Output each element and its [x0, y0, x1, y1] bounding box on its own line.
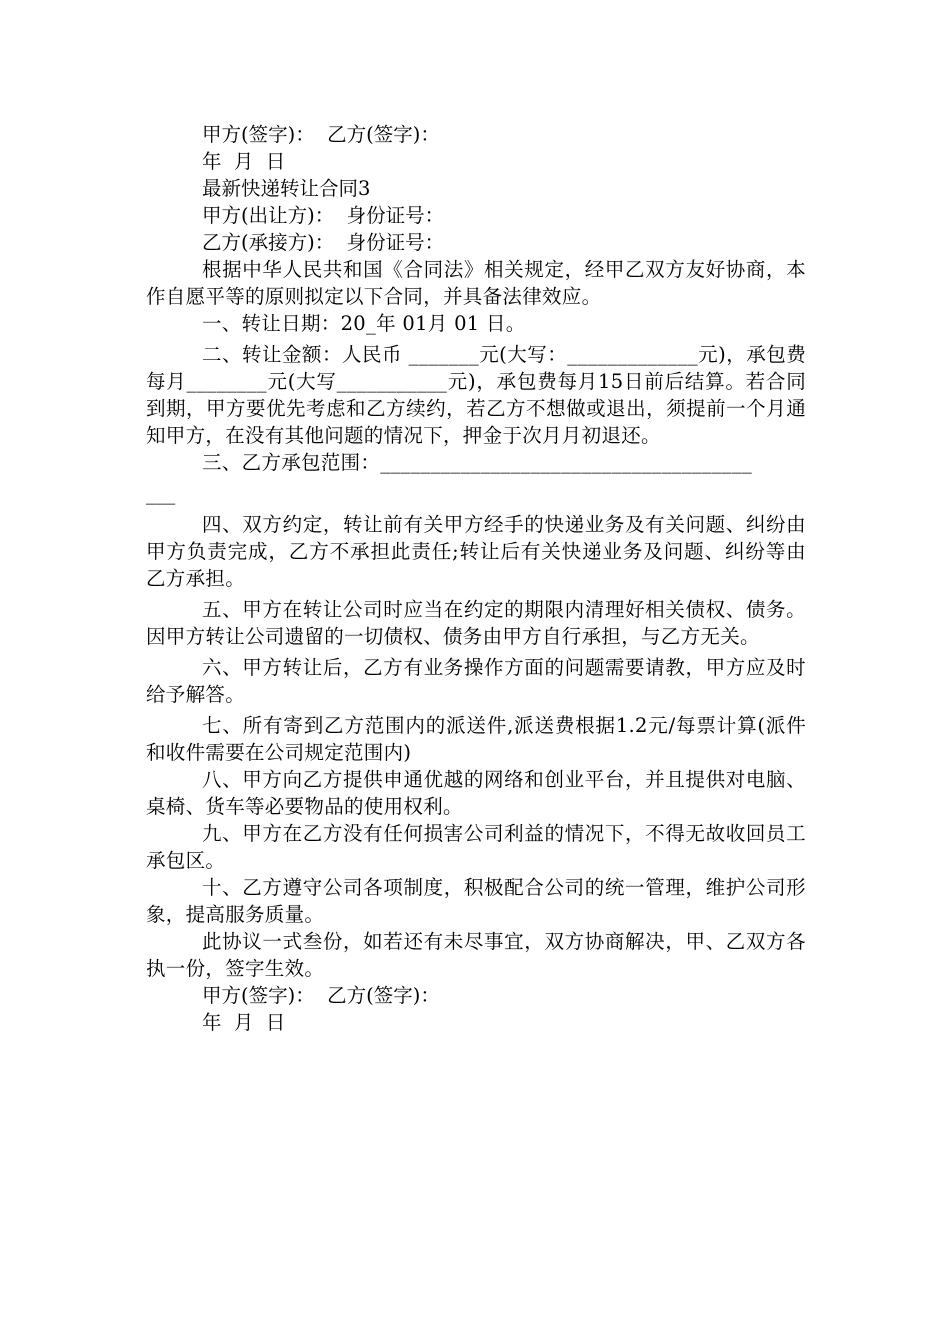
clause-7-delivery-fee: 七、所有寄到乙方范围内的派送件,派送费根据1.2元/每票计算(派件和收件需要在公司规定范围内)	[146, 714, 806, 764]
clause-1-transfer-date: 一、转让日期：20_年 01月 01 日。	[202, 312, 526, 335]
document-body	[146, 121, 806, 1036]
clause-3-continuation: ___	[146, 482, 176, 505]
contract-title: 最新快递转让合同3	[202, 177, 371, 200]
date-line-top: 年 月 日	[202, 150, 286, 173]
clause-6-support: 六、甲方转让后，乙方有业务操作方面的问题需要请教，甲方应及时给予解答。	[146, 656, 806, 706]
party-b-line: 乙方(承接方)： 身份证号：	[202, 231, 445, 254]
clause-4-agreement: 四、双方约定，转让前有关甲方经手的快递业务及有关问题、纠纷由甲方负责完成，乙方不承担此责任;转让后有关快递业务及问题、纠纷等由乙方承担。	[146, 513, 806, 590]
clause-5-debts: 五、甲方在转让公司时应当在约定的期限内清理好相关债权、债务。 因甲方转让公司遗留的一切债权、债务由甲方自行承担，与乙方无关。	[146, 598, 806, 648]
signature-line-bottom: 甲方(签字)： 乙方(签字)：	[202, 984, 440, 1007]
signature-line-top: 甲方(签字)： 乙方(签字)：	[202, 123, 440, 146]
clause-9-area-retention: 九、甲方在乙方没有任何损害公司利益的情况下，不得无故收回员工承包区。	[146, 822, 806, 872]
clause-2-transfer-amount: 二、转让金额：人民币 _______元(大写：_____________元)，承包费每月________元(大写___________元)，承包费每月15日前后结算。若合同到期，甲方要优先考虑和乙方续约，若乙方不想做或退出，须提前一个月通知甲方，在没有其他问题的情况下，押金于次月月初退还。	[146, 343, 806, 447]
preamble-paragraph: 根据中华人民共和国《合同法》相关规定，经甲乙双方友好协商，本作自愿平等的原则拟定以下合同，并具备法律效应。	[146, 258, 806, 308]
date-line-bottom: 年 月 日	[202, 1011, 286, 1034]
party-a-line: 甲方(出让方)： 身份证号：	[202, 204, 445, 227]
closing-paragraph: 此协议一式叁份，如若还有未尽事宜，双方协商解决，甲、乙双方各执一份，签字生效。	[146, 930, 806, 980]
clause-8-platform: 八、甲方向乙方提供申通优越的网络和创业平台，并且提供对电脑、桌椅、货车等必要物品的使用权利。	[146, 768, 806, 818]
clause-10-compliance: 十、乙方遵守公司各项制度，积极配合公司的统一管理，维护公司形象，提高服务质量。	[146, 876, 806, 926]
clause-3-contract-scope: 三、乙方承包范围：_____________________________________	[202, 451, 753, 474]
